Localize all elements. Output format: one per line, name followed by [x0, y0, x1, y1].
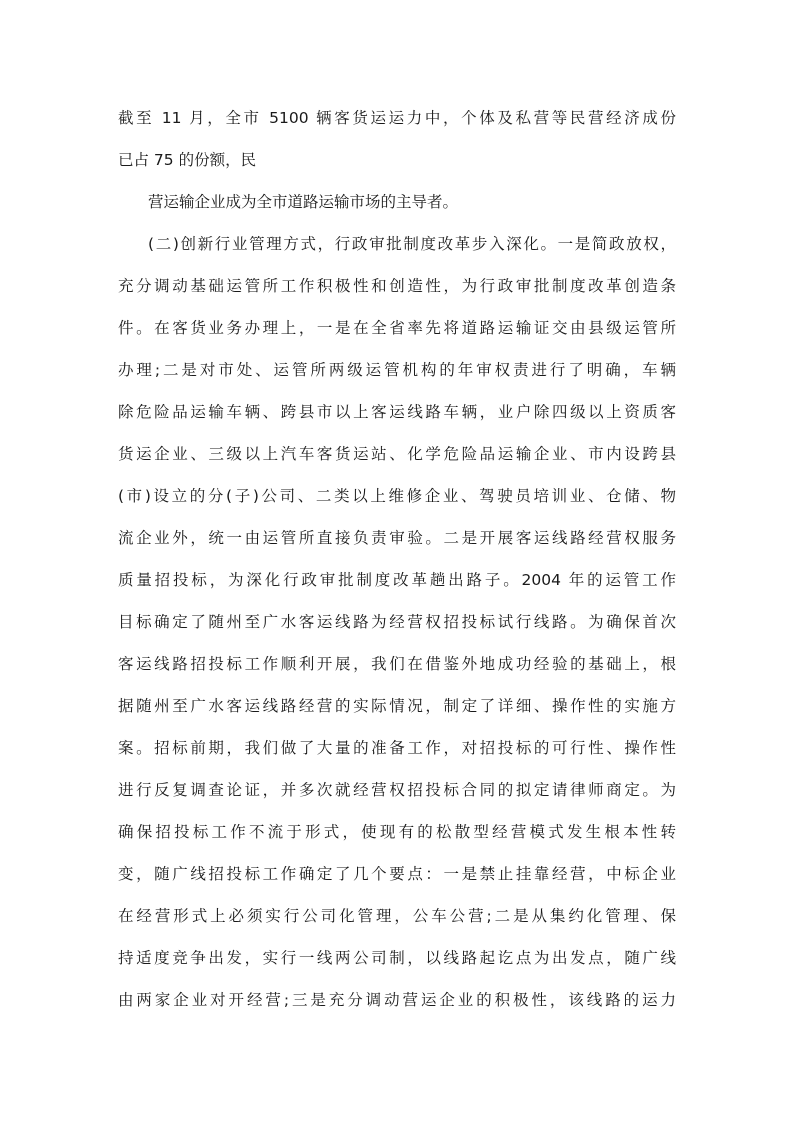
- text-line-7: 办理;二是对市处、运管所两级运管机构的年审权责进行了明确，车辆: [118, 361, 676, 379]
- text-line-11: 流企业外，统一由运管所直接负责审验。二是开展客运线路经营权服务: [118, 529, 676, 547]
- text-line-8: 除危险品运输车辆、跨县市以上客运线路车辆，业户除四级以上资质客: [118, 403, 676, 421]
- text-line-6: 件。在客货业务办理上，一是在全省率先将道路运输证交由县级运管所: [118, 319, 676, 337]
- text-line-15: 据随州至广水客运线路经营的实际情况，制定了详细、操作性的实施方: [118, 697, 676, 715]
- text-line-14: 客运线路招投标工作顺利开展，我们在借鉴外地成功经验的基础上，根: [118, 655, 676, 673]
- text-line-3: 营运输企业成为全市道路运输市场的主导者。: [148, 193, 459, 211]
- text-line-22: 由两家企业对开经营;三是充分调动营运企业的积极性，该线路的运力: [118, 991, 676, 1009]
- text-line-5: 充分调动基础运管所工作积极性和创造性，为行政审批制度改革创造条: [118, 277, 676, 295]
- text-line-21: 持适度竞争出发，实行一线两公司制，以线路起讫点为出发点，随广线: [118, 949, 676, 967]
- text-line-4: (二)创新行业管理方式，行政审批制度改革步入深化。一是简政放权，: [148, 235, 676, 253]
- text-line-13: 目标确定了随州至广水客运线路为经营权招投标试行线路。为确保首次: [118, 613, 676, 631]
- text-line-2: 已占 75 的份额，民: [118, 151, 257, 169]
- text-line-20: 在经营形式上必须实行公司化管理，公车公营;二是从集约化管理、保: [118, 907, 676, 925]
- text-line-19: 变，随广线招投标工作确定了几个要点：一是禁止挂靠经营，中标企业: [118, 865, 676, 883]
- text-line-17: 进行反复调查论证，并多次就经营权招投标合同的拟定请律师商定。为: [118, 781, 676, 799]
- text-line-1: 截至 11 月，全市 5100 辆客货运运力中，个体及私营等民营经济成份: [118, 109, 676, 127]
- text-line-12: 质量招投标，为深化行政审批制度改革趟出路子。2004 年的运管工作: [118, 571, 676, 589]
- text-line-10: (市)设立的分(子)公司、二类以上维修企业、驾驶员培训业、仓储、物: [118, 487, 676, 505]
- text-line-18: 确保招投标工作不流于形式，使现有的松散型经营模式发生根本性转: [118, 823, 676, 841]
- text-line-16: 案。招标前期，我们做了大量的准备工作，对招投标的可行性、操作性: [118, 739, 676, 757]
- text-line-9: 货运企业、三级以上汽车客货运站、化学危险品运输企业、市内设跨县: [118, 445, 676, 463]
